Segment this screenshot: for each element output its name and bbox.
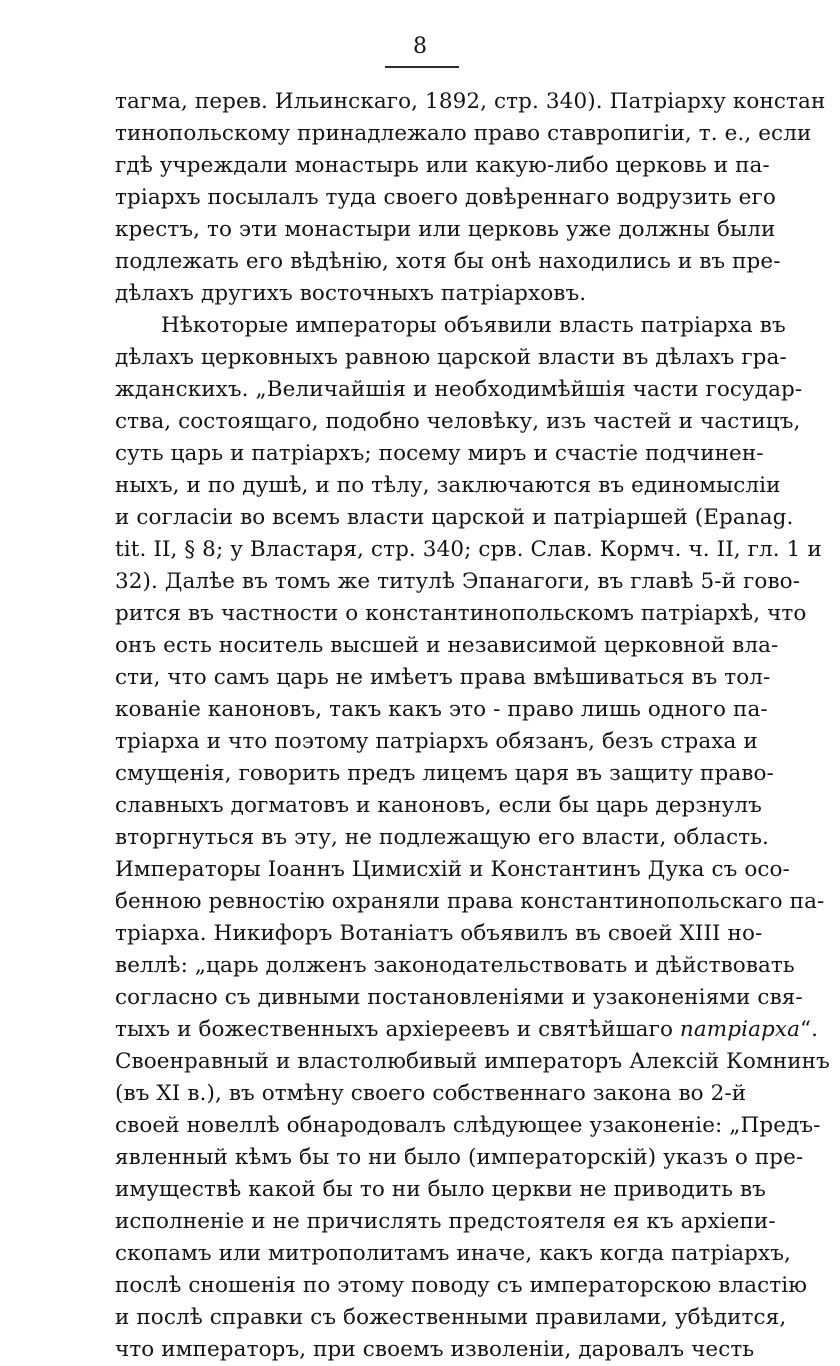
closing-quote: “. xyxy=(800,1017,819,1042)
text-line-40: что императоръ, при своемъ изволеніи, даровалъ честь xyxy=(115,1337,755,1362)
text-line-13: ныхъ, и по душѣ, и по тѣлу, заключаются въ единомысліи xyxy=(115,473,781,498)
text-line-36: исполненіе и не причислять предстоятеля ея къ архіепи- xyxy=(115,1209,776,1234)
text-line-28: веллѣ: „царь долженъ законодательствовать и дѣйствовать xyxy=(115,953,795,978)
text-line-6: подлежать его вѣдѣнію, хотя бы онѣ находились и въ пре- xyxy=(115,249,781,274)
text-line-20: кованіе каноновъ, такъ какъ это - право лишь одного па- xyxy=(115,697,768,722)
text-line-35: имуществѣ какой бы то ни было церкви не приводить въ xyxy=(115,1177,766,1202)
text-line-24: вторгнуться въ эту, не подлежащую его власти, область. xyxy=(115,825,769,850)
text-line-21: тріарха и что поэтому патріархъ обязанъ, безъ страха и xyxy=(115,729,758,754)
text-line-31: Своенравный и властолюбивый императоръ Алексій Комнинъ xyxy=(115,1049,830,1074)
text-line-10: жданскихъ. „Величайшія и необходимѣйшія части государ- xyxy=(115,377,803,402)
text-line-25: Императоры Іоаннъ Цимисхій и Константинъ Дука съ осо- xyxy=(115,857,790,882)
text-line-38: послѣ сношенія по этому поводу съ императорскою властію xyxy=(115,1273,808,1298)
text-line-37: скопамъ или митрополитамъ иначе, какъ когда патріархъ, xyxy=(115,1241,791,1266)
text-line-17: рится въ частности о константинопольскомъ патріархѣ, что xyxy=(115,601,807,626)
text-line-9: дѣлахъ церковныхъ равною царской власти въ дѣлахъ гра- xyxy=(115,345,787,370)
text-line-26: бенною ревностію охраняли права константинопольскаго па- xyxy=(115,889,825,914)
text-line-30-main: тыхъ и божественныхъ архіереевъ и святѣйшаго xyxy=(115,1017,673,1042)
text-line-32: (въ XI в.), въ отмѣну своего собственнаго закона во 2-й xyxy=(115,1081,747,1106)
text-line-4: тріархъ посылалъ туда своего довѣреннаго водрузить его xyxy=(115,185,776,210)
text-line-14: и согласіи во всемъ власти царской и патріаршей (Epanag. xyxy=(115,505,794,530)
italic-patriarch: патріарха xyxy=(679,1017,801,1042)
text-line-5: крестъ, то эти монастыри или церковь уже должны были xyxy=(115,217,776,242)
text-line-2: тинопольскому принадлежало право ставропигіи, т. е., если xyxy=(115,121,812,146)
text-line-30 xyxy=(115,1014,819,1046)
page-number: 8 xyxy=(413,34,427,59)
body-text xyxy=(115,86,830,1366)
text-line-33: своей новеллѣ обнародовалъ слѣдующее узаконеніе: „Предъ- xyxy=(115,1113,821,1138)
text-line-18: онъ есть носитель высшей и независимой церковной вла- xyxy=(115,633,779,658)
text-line-27: тріарха. Никифоръ Вотаніатъ объявилъ въ своей XIII но- xyxy=(115,921,763,946)
text-line-22: смущенія, говорить предъ лицемъ царя въ защиту право- xyxy=(115,761,774,786)
text-line-11: ства, состоящаго, подобно человѣку, изъ частей и частицъ, xyxy=(115,409,801,434)
text-line-15: tit. II, § 8; у Властаря, стр. 340; срв. Слав. Кормч. ч. II, гл. 1 и xyxy=(115,537,822,562)
text-line-7: дѣлахъ другихъ восточныхъ патріарховъ. xyxy=(115,281,587,306)
text-line-39: и послѣ справки съ божественными правилами, убѣдится, xyxy=(115,1305,787,1330)
text-line-3: гдѣ учреждали монастырь или какую-либо церковь и па- xyxy=(115,153,770,178)
text-line-23: славныхъ догматовъ и каноновъ, если бы царь дерзнулъ xyxy=(115,793,762,818)
text-line-16: 32). Далѣе въ томъ же титулѣ Эпанагоги, въ главѣ 5-й гово- xyxy=(115,569,801,594)
text-line-29: согласно съ дивными постановленіями и узаконеніями свя- xyxy=(115,985,803,1010)
text-line-8: Нѣкоторые императоры объявили власть патріарха въ xyxy=(161,313,786,338)
text-line-1: тагма, перев. Ильинскаго, 1892, стр. 340). Патріарху констан xyxy=(115,89,826,114)
text-line-19: сти, что самъ царь не имѣетъ права вмѣшиваться въ тол- xyxy=(115,665,771,690)
header-rule xyxy=(385,66,459,68)
text-line-12: суть царь и патріархъ; посему миръ и счастіе подчинен- xyxy=(115,441,764,466)
text-line-34: явленный кѣмъ бы то ни было (императорскій) указъ о пре- xyxy=(115,1145,804,1170)
